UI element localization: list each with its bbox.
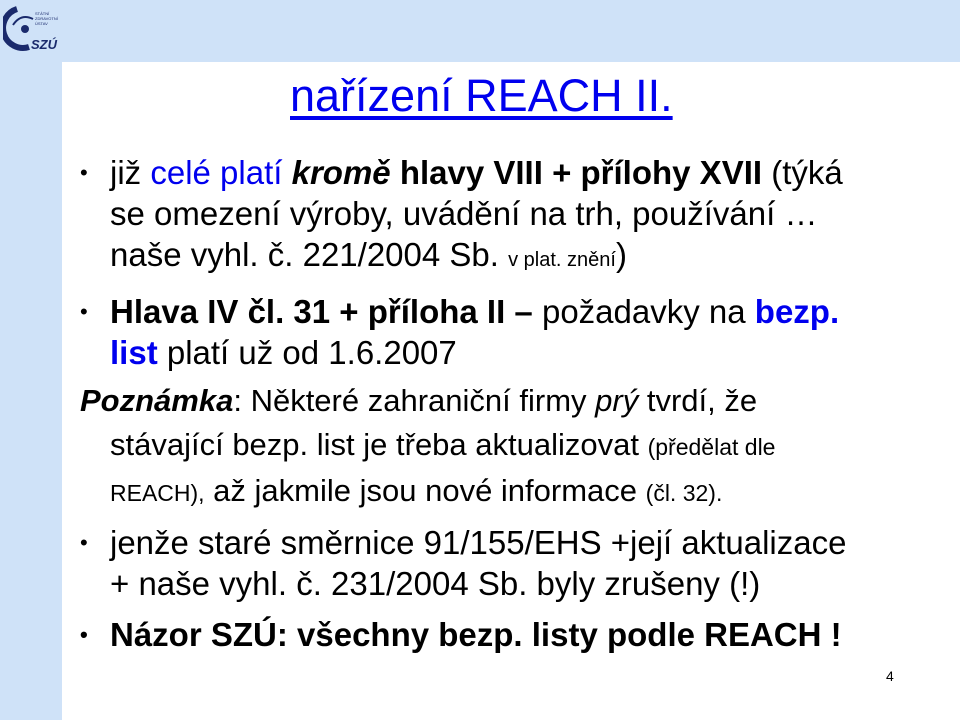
szu-logo-icon bbox=[3, 3, 63, 59]
top-header-band bbox=[62, 0, 960, 62]
bullet-4-line-1 bbox=[80, 614, 955, 655]
page-number: 4 bbox=[886, 668, 894, 684]
text-segment: platí už od 1.6.2007 bbox=[157, 334, 457, 371]
text-segment: tvrdí, že bbox=[638, 383, 758, 418]
text-segment: stávající bezp. list je třeba aktualizovat bbox=[110, 427, 648, 462]
bullet-3-line-1 bbox=[80, 522, 955, 563]
text-segment: jenže staré směrnice 91/155/EHS +její aktualizace bbox=[110, 524, 847, 561]
text-segment: Poznámka bbox=[80, 383, 234, 418]
bullet-1-line-2: se omezení výroby, uvádění na trh, používání … bbox=[110, 195, 818, 232]
text-segment: požadavky na bbox=[541, 293, 755, 330]
text-segment: v plat. znění bbox=[508, 249, 616, 271]
note-line-2 bbox=[80, 423, 955, 469]
bullet-marker: • bbox=[80, 530, 88, 555]
logo-line-1: STÁTNÍ bbox=[35, 11, 50, 16]
text-segment: Hlava IV čl. 31 + příloha II bbox=[110, 293, 506, 330]
text-segment: celé platí bbox=[150, 154, 292, 191]
text-segment: REACH), bbox=[110, 480, 205, 506]
text-segment: – bbox=[505, 293, 542, 330]
text-segment: (týká bbox=[762, 154, 843, 191]
bullet-marker: • bbox=[80, 622, 88, 647]
text-segment: : Některé zahraniční firmy bbox=[233, 383, 596, 418]
bullet-2-line-1 bbox=[80, 291, 955, 332]
text-segment: naše vyhl. č. 221/2004 Sb. bbox=[110, 236, 509, 273]
slide-content bbox=[80, 152, 955, 655]
slide-title: nařízení REACH II. bbox=[290, 70, 673, 121]
logo-line-2: ZDRAVOTNÍ bbox=[35, 16, 58, 21]
text-segment: bezp. bbox=[754, 293, 840, 330]
bullet-2-line-2 bbox=[80, 332, 955, 373]
text-segment: list bbox=[110, 334, 158, 371]
logo-abbrev: SZÚ bbox=[31, 37, 57, 52]
text-segment: až jakmile jsou nové informace bbox=[204, 473, 646, 508]
bullet-marker: • bbox=[80, 299, 88, 324]
text-segment: (čl. 32). bbox=[645, 480, 723, 506]
left-sidebar-band bbox=[0, 0, 62, 720]
text-segment: kromě bbox=[291, 154, 391, 191]
logo-line-3: ÚSTAV bbox=[35, 21, 48, 26]
text-segment: již bbox=[110, 154, 151, 191]
text-segment: ) bbox=[615, 236, 627, 273]
text-segment: hlavy VIII + přílohy XVII bbox=[390, 154, 763, 191]
bullet-1-line-3 bbox=[80, 234, 955, 281]
bullet-marker: • bbox=[80, 160, 88, 185]
bullet-3-line-2: + naše vyhl. č. 231/2004 Sb. byly zrušeny (!) bbox=[110, 565, 761, 602]
bullet-1-line-1 bbox=[80, 152, 955, 193]
text-segment: prý bbox=[595, 383, 639, 418]
text-segment: Názor SZÚ: všechny bezp. listy podle REACH ! bbox=[110, 616, 842, 653]
text-segment: (předělat dle bbox=[647, 434, 776, 460]
note-line-1 bbox=[80, 379, 955, 423]
note-line-3 bbox=[80, 469, 955, 515]
